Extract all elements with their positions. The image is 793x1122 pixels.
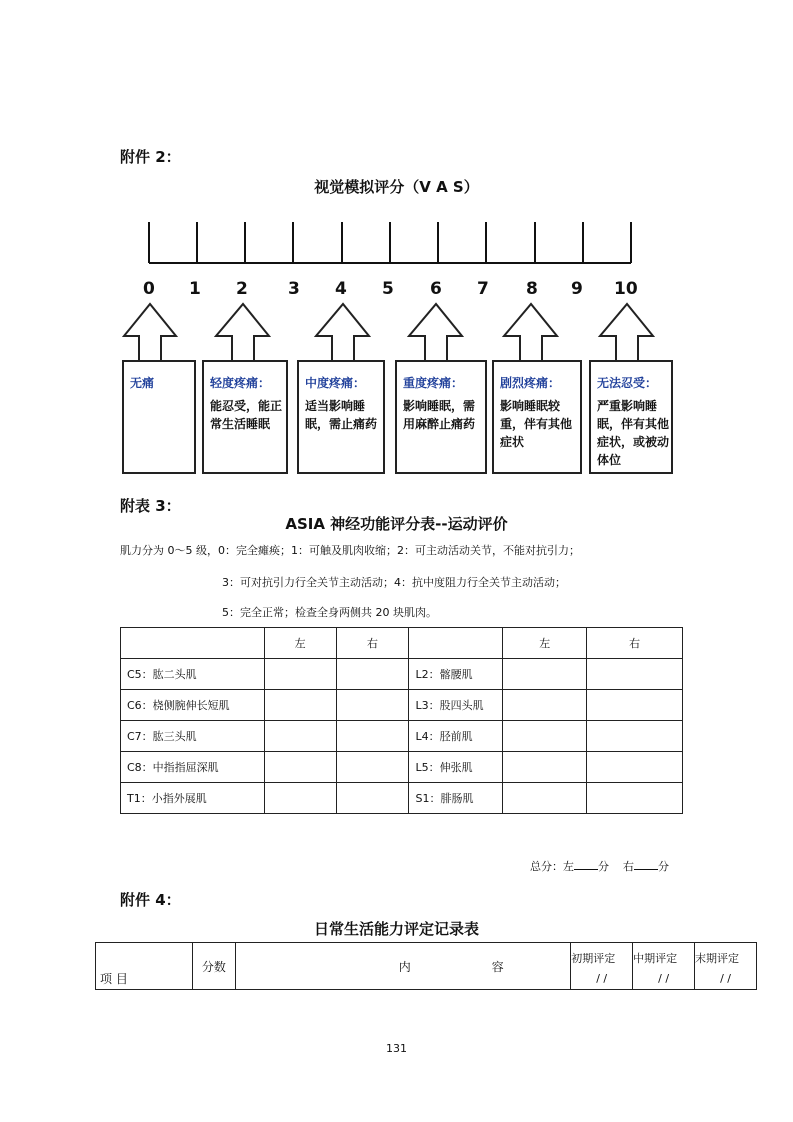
date-blank[interactable]: / / bbox=[596, 972, 608, 985]
col-mid bbox=[633, 943, 695, 990]
score-cell[interactable] bbox=[503, 690, 587, 721]
score-cell[interactable] bbox=[336, 659, 409, 690]
muscle-upper: C5：肱二头肌 bbox=[121, 659, 265, 690]
score-cell[interactable] bbox=[503, 659, 587, 690]
asia-desc-line3: 5：完全正常；检查全身两侧共 20 块肌肉。 bbox=[222, 606, 437, 619]
vas-ruler bbox=[149, 222, 631, 263]
vas-tick-0: 0 bbox=[143, 279, 155, 299]
table-row bbox=[121, 783, 683, 814]
arrow-2 bbox=[216, 304, 269, 362]
score-cell[interactable] bbox=[336, 783, 409, 814]
vas-box-intense bbox=[492, 360, 582, 474]
score-cell[interactable] bbox=[503, 752, 587, 783]
score-cell[interactable] bbox=[264, 659, 336, 690]
score-cell[interactable] bbox=[587, 721, 683, 752]
annex3-heading: 附表 3： bbox=[120, 497, 181, 515]
muscle-lower: S1：腓肠肌 bbox=[409, 783, 503, 814]
muscle-lower: L3：股四头肌 bbox=[409, 690, 503, 721]
total-left-blank[interactable] bbox=[574, 858, 598, 870]
total-right-label: 右 bbox=[623, 860, 634, 873]
vas-box-desc: 影响睡眠，需用麻醉止痛药 bbox=[403, 399, 476, 431]
muscle-lower: L5：伸张肌 bbox=[409, 752, 503, 783]
score-cell[interactable] bbox=[587, 690, 683, 721]
muscle-lower: L2：髂腰肌 bbox=[409, 659, 503, 690]
total-label: 总分：左 bbox=[530, 860, 574, 873]
vas-box-label: 无法忍受： bbox=[597, 376, 658, 390]
table-row bbox=[121, 721, 683, 752]
col-final-label: 末期评定 bbox=[695, 952, 740, 965]
col-mid-label: 中期评定 bbox=[633, 952, 678, 965]
col-score: 分数 bbox=[192, 943, 235, 990]
col-left: 左 bbox=[264, 628, 336, 659]
col-content bbox=[235, 943, 570, 990]
table-row bbox=[121, 752, 683, 783]
vas-box-desc: 适当影响睡眠，需止痛药 bbox=[305, 399, 378, 431]
col-left: 左 bbox=[503, 628, 587, 659]
score-cell[interactable] bbox=[587, 752, 683, 783]
col-content-2: 容 bbox=[491, 959, 504, 974]
vas-box-desc: 能忍受，能正常生活睡眠 bbox=[210, 399, 283, 431]
adl-title: 日常生活能力评定记录表 bbox=[313, 920, 479, 938]
col-content-1: 内 bbox=[398, 959, 411, 974]
asia-table bbox=[120, 627, 683, 814]
date-blank[interactable]: / / bbox=[720, 972, 731, 985]
arrow-10 bbox=[600, 304, 653, 362]
muscle-upper: C7：肱三头肌 bbox=[121, 721, 265, 752]
vas-box-desc: 影响睡眠较重，伴有其他症状 bbox=[500, 399, 573, 449]
total-unit: 分 bbox=[598, 860, 609, 873]
asia-desc-line1: 肌力分为 0～5 级，0：完全瘫痪；1：可触及肌肉收缩；2：可主动活动关节，不能对抗引力； bbox=[120, 544, 580, 557]
date-blank[interactable]: / / bbox=[658, 972, 670, 985]
score-cell[interactable] bbox=[503, 783, 587, 814]
arrow-4 bbox=[316, 304, 369, 362]
arrow-0 bbox=[124, 304, 176, 362]
total-right-blank[interactable] bbox=[634, 858, 658, 870]
asia-title: ASIA 神经功能评分表--运动评价 bbox=[285, 515, 508, 533]
col-right: 右 bbox=[587, 628, 683, 659]
vas-tick-10: 10 bbox=[614, 279, 638, 299]
table-header-row bbox=[121, 628, 683, 659]
vas-box-moderate bbox=[297, 360, 385, 474]
score-cell[interactable] bbox=[587, 659, 683, 690]
score-cell[interactable] bbox=[264, 752, 336, 783]
col-final bbox=[695, 943, 757, 990]
score-cell[interactable] bbox=[264, 690, 336, 721]
vas-box-label: 轻度疼痛： bbox=[210, 376, 271, 390]
vas-tick-4: 4 bbox=[335, 279, 347, 299]
table-header-row bbox=[96, 943, 757, 990]
col-right: 右 bbox=[336, 628, 409, 659]
score-cell[interactable] bbox=[587, 783, 683, 814]
muscle-lower: L4：胫前肌 bbox=[409, 721, 503, 752]
vas-title: 视觉模拟评分（V A S） bbox=[314, 178, 479, 196]
adl-table bbox=[95, 942, 757, 990]
muscle-upper: C8：中指指屈深肌 bbox=[121, 752, 265, 783]
score-cell[interactable] bbox=[503, 721, 587, 752]
col-item: 项 目 bbox=[96, 943, 193, 990]
vas-box-none bbox=[122, 360, 196, 474]
score-cell[interactable] bbox=[264, 721, 336, 752]
asia-total bbox=[530, 858, 669, 874]
muscle-upper: C6：桡侧腕伸长短肌 bbox=[121, 690, 265, 721]
table-row bbox=[121, 690, 683, 721]
col-initial-label: 初期评定 bbox=[571, 952, 616, 965]
score-cell[interactable] bbox=[336, 721, 409, 752]
table-row bbox=[121, 659, 683, 690]
page-number: 131 bbox=[386, 1042, 407, 1055]
muscle-upper: T1：小指外展肌 bbox=[121, 783, 265, 814]
table-cell bbox=[409, 628, 503, 659]
vas-box-mild bbox=[202, 360, 288, 474]
col-initial bbox=[571, 943, 633, 990]
vas-tick-9: 9 bbox=[571, 279, 583, 299]
vas-box-label: 无痛 bbox=[130, 376, 155, 390]
vas-tick-7: 7 bbox=[477, 279, 489, 299]
vas-tick-2: 2 bbox=[236, 279, 248, 299]
arrow-8 bbox=[504, 304, 557, 362]
table-cell bbox=[121, 628, 265, 659]
annex2-heading: 附件 2： bbox=[120, 148, 181, 166]
vas-tick-8: 8 bbox=[526, 279, 538, 299]
vas-box-severe bbox=[395, 360, 487, 474]
vas-tick-6: 6 bbox=[430, 279, 442, 299]
asia-desc-line2: 3：可对抗引力行全关节主动活动；4：抗中度阻力行全关节主动活动； bbox=[222, 576, 566, 589]
vas-box-label: 剧烈疼痛： bbox=[500, 376, 561, 390]
vas-box-desc: 严重影响睡眠，伴有其他症状，或被动体位 bbox=[597, 399, 670, 467]
annex4-heading: 附件 4： bbox=[120, 891, 181, 909]
score-cell[interactable] bbox=[336, 690, 409, 721]
total-unit2: 分 bbox=[658, 860, 669, 873]
vas-tick-1: 1 bbox=[189, 279, 201, 299]
vas-tick-3: 3 bbox=[288, 279, 300, 299]
vas-box-label: 中度疼痛： bbox=[305, 376, 366, 390]
vas-box-label: 重度疼痛： bbox=[403, 376, 464, 390]
score-cell[interactable] bbox=[336, 752, 409, 783]
vas-box-unbearable bbox=[589, 360, 673, 474]
arrow-6 bbox=[409, 304, 462, 362]
score-cell[interactable] bbox=[264, 783, 336, 814]
vas-tick-5: 5 bbox=[382, 279, 394, 299]
